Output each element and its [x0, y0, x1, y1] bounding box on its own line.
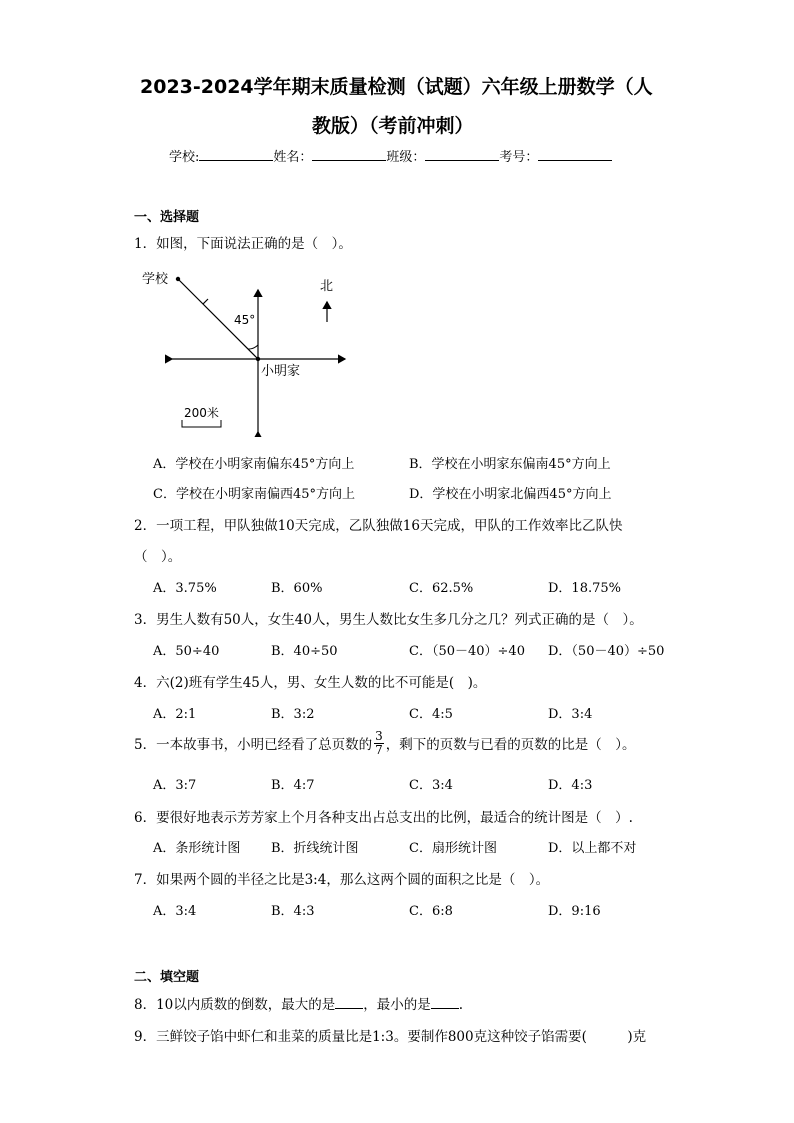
option-a[interactable]: A．条形统计图: [153, 841, 241, 856]
option-a[interactable]: A．学校在小明家南偏东45°方向上: [153, 457, 355, 472]
question-stem: 2．一项工程，甲队独做10天完成，乙队独做16天完成，甲队的工作效率比乙队快: [134, 518, 623, 534]
fraction: [374, 730, 384, 757]
segment-tick: [203, 299, 208, 304]
option-b[interactable]: B．4:7: [271, 778, 315, 793]
school-field[interactable]: [199, 148, 273, 161]
school-label: 学校:: [169, 150, 200, 165]
scale-bar: [182, 420, 221, 427]
option-d[interactable]: D．9:16: [548, 904, 601, 919]
option-c[interactable]: C．学校在小明家南偏西45°方向上: [153, 487, 355, 502]
section-title: 一、选择题: [134, 210, 200, 225]
north-label: 北: [320, 279, 334, 294]
option-c[interactable]: C．6:8: [409, 904, 453, 919]
exam-no-field[interactable]: [538, 148, 612, 161]
fill-text-c: .: [458, 997, 464, 1013]
class-field[interactable]: [425, 148, 499, 161]
direction-diagram: [140, 262, 360, 437]
name-field[interactable]: [312, 148, 386, 161]
question-stem: 6．要很好地表示芳芳家上个月各种支出占总支出的比例，最适合的统计图是（ ）.: [134, 810, 633, 826]
option-a[interactable]: A．50÷40: [153, 644, 220, 659]
option-d[interactable]: D．18.75%: [548, 581, 621, 596]
option-d[interactable]: D．以上都不对: [548, 841, 637, 856]
fill-question: 9．三鲜饺子馅中虾仁和韭菜的质量比是1:3。要制作800克这种饺子馅需要( )克: [134, 1029, 647, 1045]
fill-question: [134, 993, 463, 1013]
home-point: [256, 357, 260, 361]
option-c[interactable]: C．62.5%: [409, 581, 474, 596]
option-c[interactable]: C．扇形统计图: [409, 841, 497, 856]
fill-text-b: ，最小的是: [363, 997, 431, 1013]
option-c[interactable]: C．（50－40）÷40: [409, 644, 525, 659]
school-point: [176, 277, 180, 281]
school-label: 学校: [142, 272, 169, 287]
question-stem: [134, 729, 636, 759]
question-stem: 7．如果两个圆的半径之比是3:4，那么这两个圆的面积之比是（ ）。: [134, 872, 550, 888]
stem-part-b: ，剩下的页数与已看的页数的比是（ ）。: [385, 737, 636, 753]
option-c[interactable]: C．3:4: [409, 778, 453, 793]
answer-blank[interactable]: [335, 996, 363, 1009]
question-stem: 4．六(2)班有学生45人，男、女生人数的比不可能是( )。: [134, 675, 487, 691]
question-stem: 3．男生人数有50人，女生40人，男生人数比女生多几分之几？列式正确的是（ ）。: [134, 612, 643, 628]
option-c[interactable]: C．4:5: [409, 707, 453, 722]
student-info: [169, 146, 612, 165]
angle-label: 45°: [234, 313, 256, 327]
angle-arc: [248, 345, 258, 349]
answer-blank[interactable]: [431, 996, 459, 1009]
stem-part-a: 5．一本故事书，小明已经看了总页数的: [134, 737, 373, 753]
fraction-numerator: 3: [375, 729, 383, 743]
option-b[interactable]: B．40÷50: [271, 644, 338, 659]
class-label: 班级：: [386, 150, 426, 165]
option-a[interactable]: A．3:4: [153, 904, 197, 919]
option-b[interactable]: B．折线统计图: [271, 841, 359, 856]
option-d[interactable]: D．学校在小明家北偏西45°方向上: [409, 487, 612, 502]
option-b[interactable]: B．学校在小明家东偏南45°方向上: [409, 457, 611, 472]
fill-text-a: 8．10以内质数的倒数，最大的是: [134, 997, 336, 1013]
scale-label: 200米: [184, 406, 219, 420]
page-title-line2: 教版）（考前冲刺）: [312, 115, 474, 137]
section-title: 二、填空题: [134, 970, 200, 985]
option-b[interactable]: B．60%: [271, 581, 323, 596]
fraction-denominator: 7: [375, 743, 383, 757]
exam-no-label: 考号：: [499, 150, 539, 165]
page-title-line1: 2023-2024学年期末质量检测（试题）六年级上册数学（人: [140, 76, 653, 98]
option-a[interactable]: A．2:1: [153, 707, 197, 722]
option-a[interactable]: A．3.75%: [153, 581, 217, 596]
option-d[interactable]: D．4:3: [548, 778, 593, 793]
option-d[interactable]: D．3:4: [548, 707, 593, 722]
name-label: 姓名：: [273, 150, 313, 165]
option-b[interactable]: B．4:3: [271, 904, 315, 919]
option-a[interactable]: A．3:7: [153, 778, 197, 793]
question-stem-cont: （ ）。: [134, 549, 182, 565]
home-label: 小明家: [261, 364, 301, 379]
option-b[interactable]: B．3:2: [271, 707, 315, 722]
option-d[interactable]: D．（50－40）÷50: [548, 644, 665, 659]
question-stem: 1．如图，下面说法正确的是（ ）。: [134, 236, 352, 252]
